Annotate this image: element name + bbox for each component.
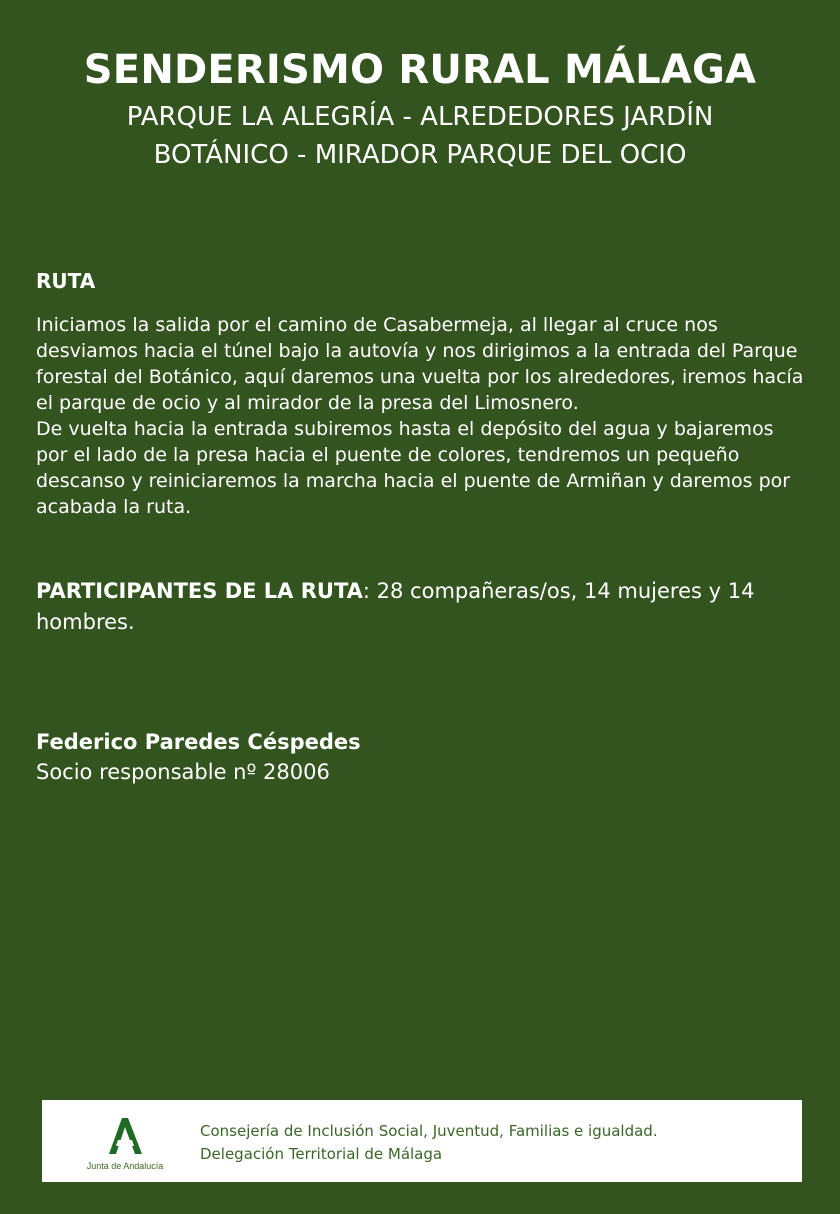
junta-andalucia-logo-icon	[106, 1116, 144, 1156]
footer-banner	[42, 1100, 802, 1182]
page-header	[0, 42, 840, 174]
footer-consejeria: Consejería de Inclusión Social, Juventud, Familias e igualdad.	[200, 1122, 658, 1140]
participants-count-text: : 28 compañeras/os, 14 mujeres y 14 hombres.	[36, 579, 755, 634]
responsible-name: Federico Paredes Céspedes	[36, 730, 361, 754]
route-description	[36, 312, 808, 520]
logo-caption: Junta de Andalucía	[86, 1161, 164, 1171]
participants-label: PARTICIPANTES DE LA RUTA	[36, 579, 363, 603]
responsible-member-number: Socio responsable nº 28006	[36, 760, 330, 784]
footer-delegacion: Delegación Territorial de Málaga	[200, 1145, 443, 1163]
route-paragraph-1: Iniciamos la salida por el camino de Casabermeja, al llegar al cruce nos desviamos hacia el túnel bajo la autovía y nos dirigimos a la entrada del Parque forestal del Botánico, aquí daremos una vuelta por los alrededores, iremos hacía el parque de ocio y al mirador de la presa del Limosnero.	[36, 314, 804, 414]
participants-summary	[36, 576, 808, 638]
junta-andalucia-logo	[80, 1116, 170, 1174]
route-subtitle-line-2: BOTÁNICO - MIRADOR PARQUE DEL OCIO	[153, 140, 687, 170]
route-heading: RUTA	[36, 269, 96, 293]
signature-block	[36, 727, 808, 787]
footer-text	[200, 1120, 658, 1166]
page-title: SENDERISMO RURAL MÁLAGA	[83, 47, 757, 93]
route-paragraph-2: De vuelta hacia la entrada subiremos hasta el depósito del agua y bajaremos por el lado de la presa hacia el puente de colores, tendremos un pequeño descanso y reiniciaremos la marcha hacia el puente de Armiñan y daremos por acabada la ruta.	[36, 418, 791, 518]
route-subtitle-line-1: PARQUE LA ALEGRÍA - ALREDEDORES JARDÍN	[126, 102, 714, 132]
